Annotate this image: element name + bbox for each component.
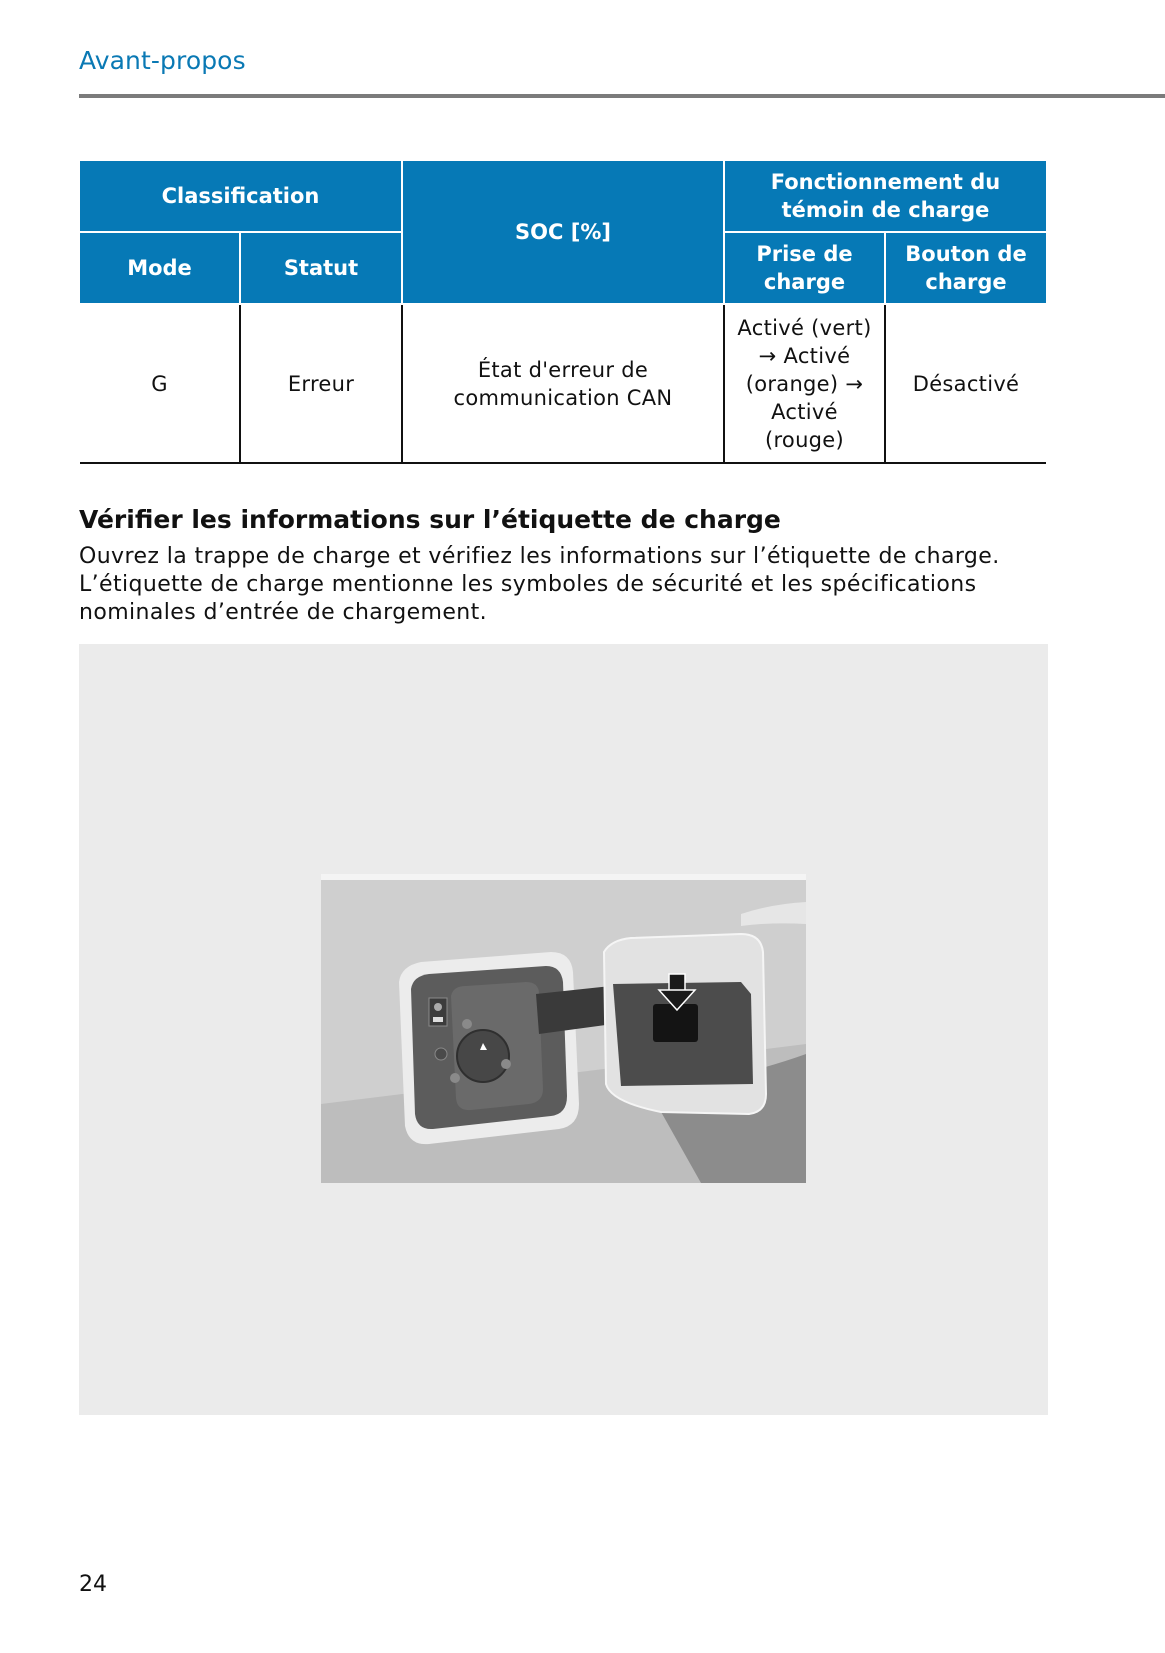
cell-mode: G [80,304,240,463]
header-divider [79,94,1165,98]
header-indicator-operation: Fonctionnement du témoin de charge [724,161,1046,232]
header-soc: SOC [%] [402,161,724,304]
charging-status-table [80,161,1046,464]
header-charging-button: Bouton de charge [885,232,1046,304]
table-row [80,304,1046,463]
cell-soc-text: État d'erreur de communication CAN [453,357,673,410]
header-status: Statut [240,232,402,304]
cell-charging-button: Désactivé [885,304,1046,463]
section-body-text: Ouvrez la trappe de charge et vérifiez les informations sur l’étiquette de charge. L’étiquette de charge mentionne les symboles de sécurité et les spécifications nominales d’entrée de chargement. [79,544,1000,625]
header-charging-port: Prise de charge [724,232,885,304]
header-mode: Mode [80,232,240,304]
running-head-title: Avant-propos [79,46,246,75]
charging-flap-illustration [321,874,806,1183]
figure-panel [79,644,1048,1415]
header-classification: Classification [80,161,402,232]
section-heading: Vérifier les informations sur l’étiquette de charge [79,505,781,534]
cell-status: Erreur [240,304,402,463]
page-number: 24 [79,1572,107,1597]
cell-charging-port [724,304,885,463]
cell-charging-port-text: Activé (vert) → Activé (orange) → Activé (rouge) [737,315,872,452]
cell-soc [402,304,724,463]
section-paragraph [79,543,1049,627]
